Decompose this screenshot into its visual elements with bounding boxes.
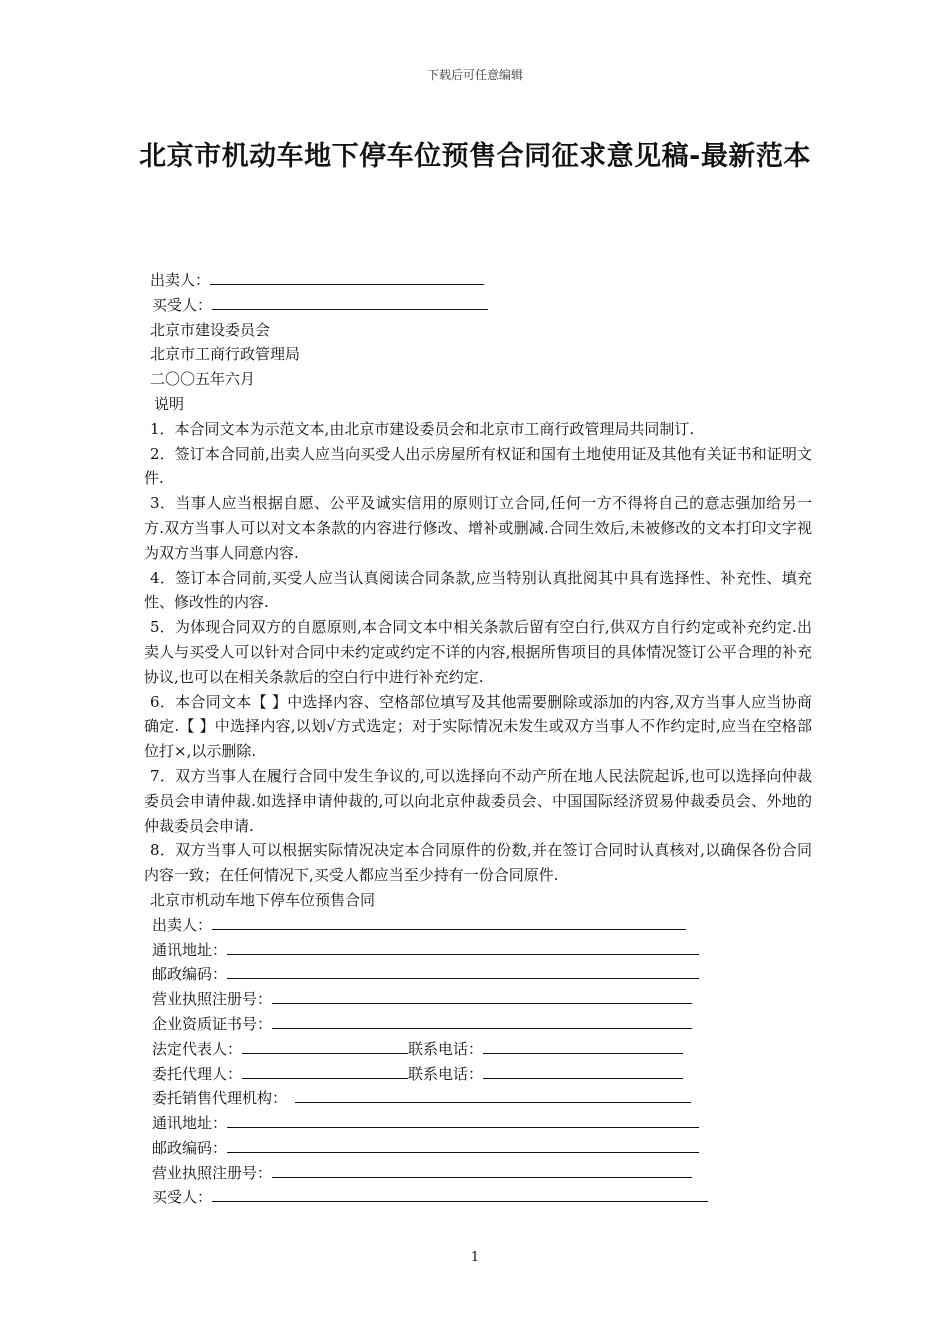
- header-note: 下载后可任意编辑: [426, 68, 523, 82]
- contract-heading: 北京市机动车地下停车位预售合同: [150, 890, 376, 909]
- qualification-field: [144, 1012, 812, 1037]
- buyer-label: 买受人：: [152, 1188, 213, 1207]
- postcode-field: [144, 962, 812, 987]
- postcode-input[interactable]: [227, 963, 699, 979]
- agent-phone-input[interactable]: [483, 1063, 683, 1079]
- note-item-6: 6．本合同文本【 】中选择内容、空格部位填写及其他需要删除或添加的内容,双方当事人应当协商确定.【 】中选择内容,以划√方式选定；对于实际情况未发生或双方当事人不作约定时,应当在空格部位打×,以示删除.: [144, 692, 812, 761]
- agency-address-label: 通讯地址：: [152, 1114, 228, 1133]
- address-field: [144, 938, 812, 963]
- legal-rep-input[interactable]: [242, 1038, 408, 1054]
- agency-postcode-field: [144, 1136, 812, 1161]
- note-item-5: 5．为体现合同双方的自愿原则,本合同文本中相关条款后留有空白行,供双方自行约定或补充约定.出卖人与买受人可以针对合同中未约定或约定不详的内容,根据所售项目的具体情况签订公平合理的补充协议,也可以在相关条款后的空白行中进行补充约定.: [144, 618, 812, 686]
- note-item-3: 3．当事人应当根据自愿、公平及诚实信用的原则订立合同,任何一方不得将自己的意志强加给另一方.双方当事人可以对文本条款的内容进行修改、增补或删减.合同生效后,未被修改的文本打印文字视为双方当事人同意内容.: [144, 494, 812, 562]
- cover-buyer-blank[interactable]: [212, 294, 488, 310]
- sales-agency-input[interactable]: [295, 1087, 691, 1103]
- buyer-input[interactable]: [212, 1186, 708, 1202]
- cover-seller-label: 出卖人：: [150, 271, 211, 289]
- agency-license-field: [144, 1161, 812, 1186]
- qualification-label: 企业资质证书号：: [152, 1014, 273, 1033]
- legal-rep-field: [144, 1037, 812, 1062]
- buyer-field: [144, 1185, 812, 1210]
- note-item-4: 4．签订本合同前,买受人应当认真阅读合同条款,应当特别认真批阅其中具有选择性、补充性、填充性、修改性的内容.: [144, 568, 812, 612]
- agent-input[interactable]: [242, 1063, 408, 1079]
- cover-seller-blank[interactable]: [210, 269, 484, 285]
- cover-issuer-2: 北京市工商行政管理局: [150, 345, 301, 364]
- agency-license-label: 营业执照注册号：: [152, 1163, 273, 1182]
- postcode-label: 邮政编码：: [152, 965, 228, 984]
- agency-postcode-input[interactable]: [227, 1137, 699, 1153]
- qualification-input[interactable]: [272, 1013, 692, 1029]
- note-item-2: 2．签订本合同前,出卖人应当向买受人出示房屋所有权证和国有土地使用证及其他有关证书和证明文件.: [144, 444, 812, 488]
- page-title: 北京市机动车地下停车位预售合同征求意见稿-最新范本: [139, 141, 811, 172]
- agent-phone-label: 联系电话：: [408, 1064, 484, 1083]
- agent-label: 委托代理人：: [152, 1064, 243, 1083]
- address-label: 通讯地址：: [152, 940, 228, 959]
- sales-agency-label: 委托销售代理机构：: [152, 1089, 288, 1108]
- seller-label: 出卖人：: [152, 915, 213, 934]
- agent-field: [144, 1062, 812, 1087]
- sales-agency-field: [144, 1086, 812, 1111]
- page-number: 1: [470, 1250, 480, 1265]
- license-input[interactable]: [272, 988, 692, 1004]
- agency-postcode-label: 邮政编码：: [152, 1138, 228, 1157]
- cover-buyer-line: [144, 293, 812, 318]
- license-label: 营业执照注册号：: [152, 990, 273, 1009]
- cover-date: 二〇〇五年六月: [150, 370, 256, 389]
- agency-address-field: [144, 1111, 812, 1136]
- cover-issuer-1: 北京市建设委员会: [150, 320, 271, 339]
- cover-buyer-label: 买受人：: [152, 295, 213, 314]
- cover-seller-line: [144, 268, 812, 293]
- notes-heading: 说明: [154, 394, 185, 413]
- legal-rep-label: 法定代表人：: [152, 1039, 243, 1058]
- note-item-8: 8．双方当事人可以根据实际情况决定本合同原件的份数,并在签订合同时认真核对,以确保各份合同内容一致；在任何情况下,买受人都应当至少持有一份合同原件.: [144, 841, 812, 885]
- agency-address-input[interactable]: [227, 1112, 699, 1128]
- legal-rep-phone-label: 联系电话：: [408, 1039, 484, 1058]
- legal-rep-phone-input[interactable]: [483, 1038, 683, 1054]
- note-item-7: 7．双方当事人在履行合同中发生争议的,可以选择向不动产所在地人民法院起诉,也可以选择向仲裁委员会申请仲裁.如选择申请仲裁的,可以向北京仲裁委员会、中国国际经济贸易仲裁委员会、外地的仲裁委员会申请.: [144, 766, 812, 835]
- seller-input[interactable]: [212, 914, 686, 930]
- license-field: [144, 987, 812, 1012]
- address-input[interactable]: [227, 939, 699, 955]
- note-item-1: 1．本合同文本为示范文本,由北京市建设委员会和北京市工商行政管理局共同制订.: [150, 419, 695, 438]
- agency-license-input[interactable]: [272, 1162, 692, 1178]
- document-body: [144, 268, 812, 1210]
- seller-field: [144, 913, 812, 938]
